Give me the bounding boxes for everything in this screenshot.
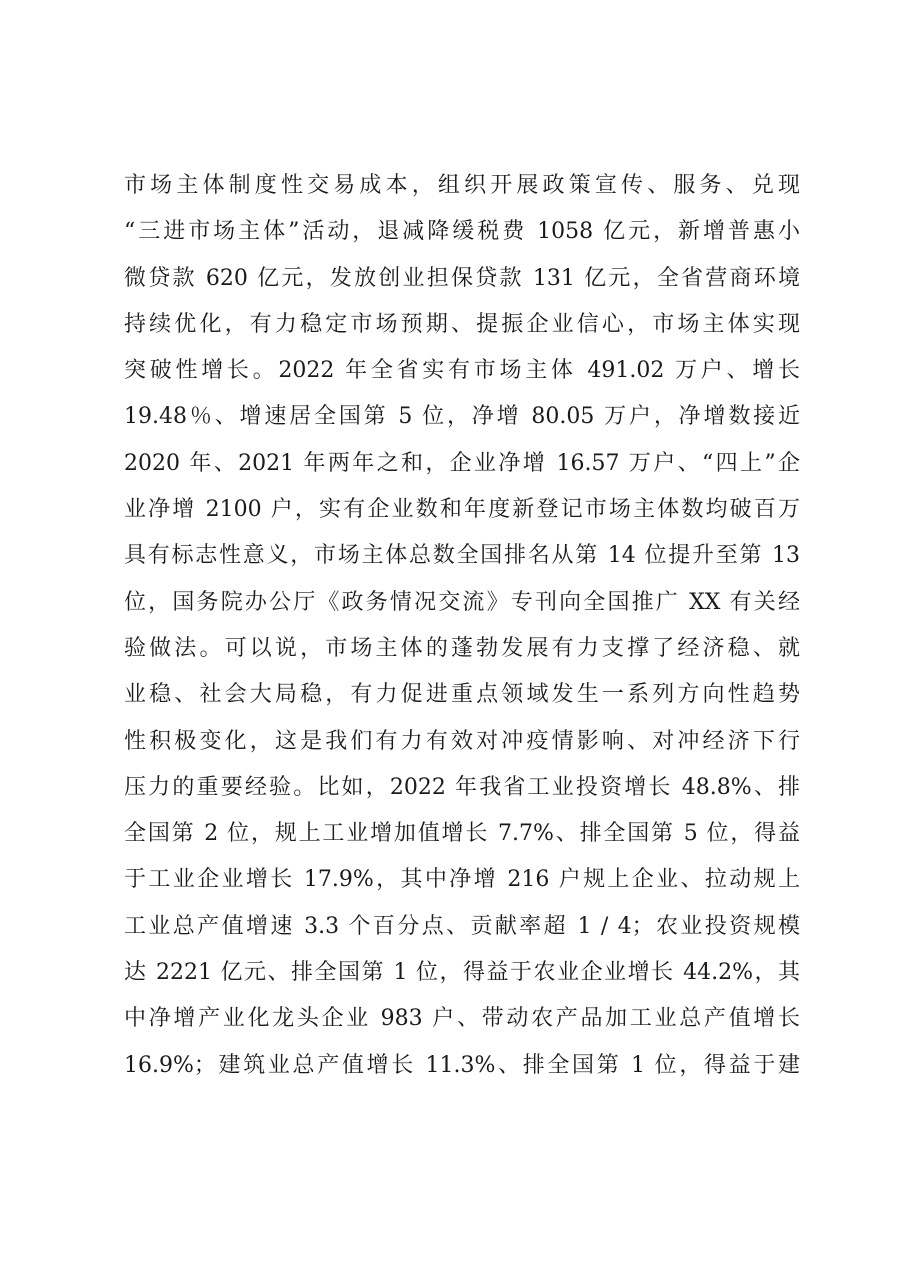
text-line-14: 压力的重要经验。比如，2022 年我省工业投资增长 48.8%、排	[124, 774, 800, 800]
text-line-11: 验做法。可以说，市场主体的蓬勃发展有力支撑了经济稳、就	[124, 635, 800, 661]
text-line-20: 16.9%；建筑业总产值增长 11.3%、排全国第 1 位，得益于建	[124, 1052, 800, 1078]
text-line-15: 全国第 2 位，规上工业增加值增长 7.7%、排全国第 5 位，得益	[124, 821, 800, 847]
text-line-7: 2020 年、2021 年两年之和，企业净增 16.57 万户、“四上”企	[124, 450, 800, 476]
text-line-10: 位，国务院办公厅《政务情况交流》专刊向全国推广 XX 有关经	[124, 589, 800, 615]
text-line-19: 中净增产业化龙头企业 983 户、带动农产品加工业总产值增长	[124, 1006, 800, 1032]
text-line-2: “三进市场主体”活动，退减降缓税费 1058 亿元，新增普惠小	[124, 219, 800, 245]
text-line-4: 持续优化，有力稳定市场预期、提振企业信心，市场主体实现	[124, 311, 800, 337]
text-line-17: 工业总产值增速 3.3 个百分点、贡献率超 1 / 4；农业投资规模	[124, 913, 800, 939]
text-line-18: 达 2221 亿元、排全国第 1 位，得益于农业企业增长 44.2%，其	[124, 960, 800, 986]
body-paragraph	[124, 163, 800, 1089]
text-line-6: 19.48％、增速居全国第 5 位，净增 80.05 万户，净增数接近	[124, 404, 800, 430]
text-line-12: 业稳、社会大局稳，有力促进重点领域发生一系列方向性趋势	[124, 682, 800, 708]
text-line-1: 市场主体制度性交易成本，组织开展政策宣传、服务、兑现	[124, 173, 800, 198]
text-line-16: 于工业企业增长 17.9%，其中净增 216 户规上企业、拉动规上	[124, 867, 800, 893]
text-line-13: 性积极变化，这是我们有力有效对冲疫情影响、对冲经济下行	[124, 728, 800, 754]
text-line-8: 业净增 2100 户，实有企业数和年度新登记市场主体数均破百万	[124, 497, 800, 523]
text-line-5: 突破性增长。2022 年全省实有市场主体 491.02 万户、增长	[124, 358, 800, 384]
text-line-3: 微贷款 620 亿元，发放创业担保贷款 131 亿元，全省营商环境	[124, 265, 800, 291]
text-line-9: 具有标志性意义，市场主体总数全国排名从第 14 位提升至第 13	[124, 543, 800, 569]
